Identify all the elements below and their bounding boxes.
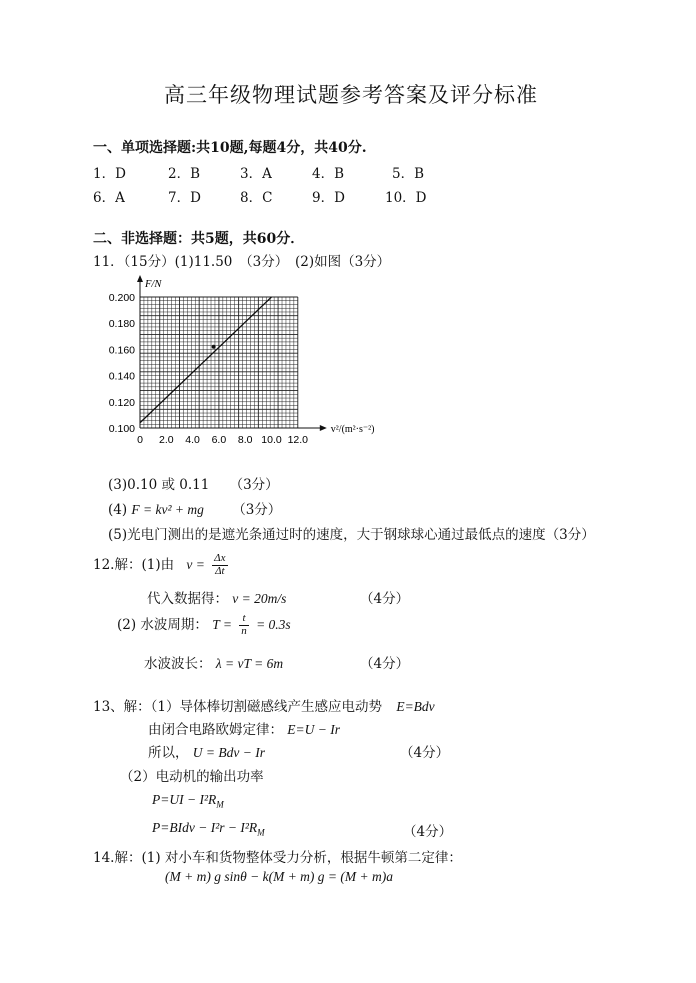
- q13-line2-formula: E=U − Ir: [287, 722, 341, 737]
- answer-5: 5．B: [392, 166, 425, 182]
- q11-line4-score: （3分）: [232, 502, 282, 518]
- y-tick-label: 0.180: [108, 318, 135, 331]
- q14-line2: (M + m) g sinθ − k(M + m) g = (M + m)a: [165, 869, 394, 884]
- answer-6: 6．A: [93, 190, 125, 206]
- x-tick-label: 12.0: [287, 434, 309, 446]
- y-axis-arrow: [137, 275, 143, 282]
- q12-wl-value: λ = vT = 6m: [215, 656, 284, 671]
- q11-line4-prefix: (4): [108, 502, 128, 518]
- answer-2: 2．B: [168, 166, 201, 182]
- q12-line4: [144, 652, 283, 672]
- x-axis-label: v²/(m²·s⁻²): [330, 424, 375, 435]
- q13-line3-text: 所以，: [148, 745, 189, 761]
- x-tick-label: 6.0: [211, 434, 227, 446]
- answer-7: 7．D: [168, 190, 201, 206]
- answer-1: 1．D: [93, 166, 126, 182]
- y-tick-label: 0.200: [108, 292, 135, 304]
- y-tick-label: 0.140: [108, 370, 135, 383]
- q12-p2-label: (2) 水波周期：: [117, 617, 208, 633]
- q12-line3: [117, 613, 291, 638]
- q12-sub: [147, 587, 286, 607]
- page-title: 高三年级物理试题参考答案及评分标准: [164, 83, 538, 107]
- x-tick-label: 2.0: [158, 434, 174, 446]
- q13-line5-formula: P=UI − I²R: [152, 792, 217, 807]
- section2-heading: 二、非选择题：共5题，共60分．: [93, 231, 305, 247]
- answer-3: 3．A: [240, 166, 272, 182]
- answer-9: 9．D: [312, 190, 345, 206]
- section1-heading: 一、单项选择题:共10题,每题4分，共40分.: [93, 140, 367, 156]
- q13-line3-formula: U = Bdv − Ir: [192, 745, 266, 760]
- answer-8: 8．C: [240, 190, 273, 206]
- q13-line5: [152, 792, 224, 810]
- q12-wl-label: 水波波长：: [144, 656, 212, 672]
- x-tick-label: 10.0: [261, 434, 282, 446]
- q13-score1: （4分）: [400, 745, 450, 761]
- q13-score2: （4分）: [403, 824, 453, 840]
- q12-score1: （4分）: [360, 591, 410, 607]
- q13-line6-sub: M: [257, 827, 265, 838]
- q12-T-value: = 0.3s: [256, 617, 291, 632]
- q12-v-denominator: Δt: [215, 565, 225, 577]
- x-axis-arrow: [320, 425, 327, 431]
- q13-line2-text: 由闭合电路欧姆定律：: [148, 722, 283, 738]
- q13-line1: [93, 695, 435, 715]
- x-tick-label: 4.0: [185, 434, 200, 446]
- q12-score2: （4分）: [360, 656, 410, 672]
- y-axis-label: F/N: [145, 279, 162, 290]
- q12-v-eq: v =: [186, 557, 205, 572]
- q12-v-numerator: Δx: [214, 552, 226, 565]
- force-velocity-chart: [95, 268, 385, 453]
- q12-T-eq: T =: [212, 617, 232, 632]
- q12-line1: [93, 553, 231, 578]
- q11-formula: F = kv² + mg: [131, 502, 204, 517]
- q11-line4: [108, 498, 281, 518]
- q13-line6: [152, 820, 265, 838]
- x-tick-label: 0: [137, 434, 143, 446]
- q12-sub-label: 代入数据得：: [147, 591, 228, 607]
- q12-T-numerator: t: [239, 613, 249, 626]
- answer-4: 4．B: [312, 166, 345, 182]
- q13-line1-text: 13、解：（1）导体棒切割磁感线产生感应电动势: [93, 699, 383, 715]
- q12-label: 12.解：(1)由: [93, 557, 175, 573]
- q12-T-denominator: n: [241, 625, 247, 637]
- q13-line1-formula: E=Bdv: [396, 699, 435, 714]
- q13-line5-sub: M: [216, 799, 224, 810]
- data-point: [212, 345, 216, 349]
- q12-T-fraction: [239, 613, 249, 637]
- q11-line5: (5)光电门测出的是遮光条通过时的速度，大于钢球球心通过最低点的速度（3分）: [108, 527, 595, 543]
- x-tick-label: 8.0: [237, 434, 253, 446]
- q13-line2: [148, 718, 340, 738]
- q11-line3: (3)0.10 或 0.11 （3分）: [108, 477, 279, 493]
- q12-v-fraction: [212, 553, 227, 577]
- q13-line4: （2）电动机的输出功率: [120, 769, 264, 785]
- q13-line3: [148, 741, 265, 761]
- q12-sub-value: v = 20m/s: [232, 591, 287, 606]
- q11-line1: 11．（15分）(1)11.50 （3分） (2)如图（3分）: [93, 254, 391, 270]
- y-tick-label: 0.100: [108, 423, 135, 435]
- y-tick-label: 0.160: [108, 344, 135, 357]
- q13-line6-formula: P=BIdv − I²r − I²R: [152, 820, 258, 835]
- answer-10: 10．D: [385, 190, 427, 206]
- q14-line1: 14.解：(1) 对小车和货物整体受力分析，根据牛顿第二定律：: [93, 850, 462, 866]
- y-tick-label: 0.120: [108, 396, 135, 409]
